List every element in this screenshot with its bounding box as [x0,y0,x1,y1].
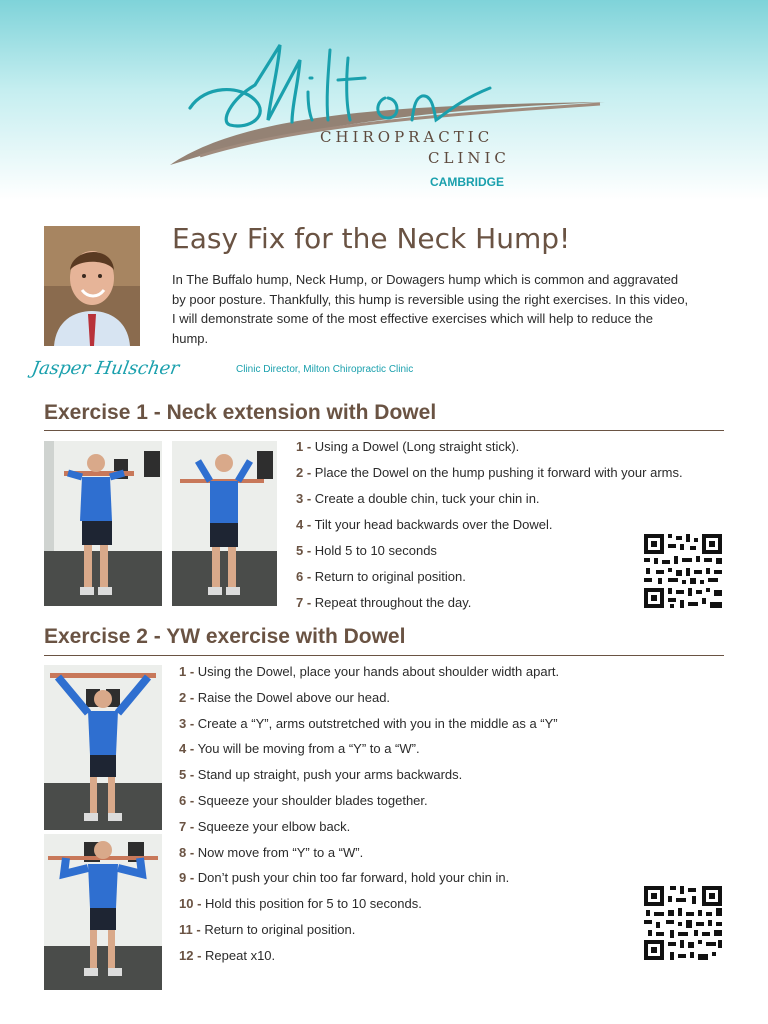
step-text: Hold this position for 5 to 10 seconds. [205,896,422,912]
step-text: Repeat throughout the day. [314,595,472,610]
step-item [296,543,683,569]
step-text: Using the Dowel, place your hands about shoulder width apart. [197,664,560,679]
step-text: Create a double chin, tuck your chin in. [314,491,540,506]
step-text: Stand up straight, push your arms backwards. [197,767,463,783]
step-item [296,491,683,517]
step-text: Raise the Dowel above our head. [197,689,391,705]
qr-code-icon[interactable] [642,884,724,962]
step-item [296,465,683,491]
step-number: 1 - [179,664,195,679]
step-text: Place the Dowel on the hump pushing it forward with your arms. [314,465,683,480]
intro-paragraph: In The Buffalo hump, Neck Hump, or Dowagers hump which is common and aggravated by poor posture. Thankfully, this hump is reversible using the right exercises. In this video, I will demonstrate some of the most effective exercises which will help to reduce the hump. [172,272,689,346]
step-number: 3 - [296,491,312,506]
exercise2-steps [179,664,559,974]
step-number: 6 - [296,569,312,584]
step-item [296,517,683,543]
step-number: 3 - [179,715,195,731]
step-item [179,870,559,896]
step-text: Repeat x10. [205,947,276,963]
step-item [179,896,559,922]
step-item [179,922,559,948]
exercise1-photo-extension [172,441,277,606]
step-text: Return to original position. [314,569,466,584]
step-number: 10 - [179,896,202,912]
exercise2-heading: Exercise 2 - YW exercise with Dowel [44,625,406,648]
brand-line-clinic: CLINIC [428,149,510,167]
step-text: Hold 5 to 10 seconds [314,543,437,558]
step-item [296,569,683,595]
exercise1-steps [296,439,683,621]
step-item [179,664,559,690]
exercise1-photo-start [44,441,162,606]
step-item [179,716,559,742]
step-item [179,690,559,716]
step-number: 12 - [179,947,202,963]
step-number: 2 - [179,689,195,705]
step-item [179,948,559,974]
step-number: 4 - [179,741,195,757]
step-number: 5 - [296,543,312,558]
step-text: Squeeze your elbow back. [197,818,351,834]
step-item [296,439,683,465]
author-signature: Jasper Hulscher [30,358,181,379]
exercise2-photo-w [44,834,162,990]
step-item [179,793,559,819]
step-text: Create a “Y”, arms outstretched with you in the middle as a “Y” [197,715,558,731]
step-text: Using a Dowel (Long straight stick). [314,439,520,454]
step-number: 11 - [179,921,201,937]
step-text: Tilt your head backwards over the Dowel. [314,517,553,532]
step-text: Don’t push your chin too far forward, hold your chin in. [197,870,510,886]
step-number: 6 - [179,792,195,808]
step-text: Return to original position. [204,921,356,937]
brand-city: CAMBRIDGE [430,175,504,189]
exercise1-divider [44,430,724,431]
exercise1-heading: Exercise 1 - Neck extension with Dowel [44,401,437,424]
step-text: Now move from “Y” to a “W”. [197,844,364,860]
step-number: 7 - [296,595,312,610]
step-number: 9 - [179,870,195,886]
milton-logo [160,30,620,180]
step-number: 2 - [296,465,312,480]
author-role: Clinic Director, Milton Chiropractic Clinic [236,364,414,375]
step-item [179,845,559,871]
exercise2-photo-y [44,665,162,830]
step-text: You will be moving from a “Y” to a “W”. [197,741,420,757]
step-text: Squeeze your shoulder blades together. [197,792,428,808]
step-number: 7 - [179,818,195,834]
author-portrait [44,226,140,346]
qr-code-icon[interactable] [642,532,724,610]
step-item [296,595,683,621]
step-number: 4 - [296,517,312,532]
page-title: Easy Fix for the Neck Hump! [172,222,571,255]
step-item [179,741,559,767]
step-item [179,819,559,845]
step-number: 1 - [296,439,312,454]
brand-line-chiropractic: CHIROPRACTIC [320,128,494,146]
step-number: 8 - [179,844,195,860]
step-number: 5 - [179,767,195,783]
step-item [179,767,559,793]
exercise2-divider [44,655,724,656]
